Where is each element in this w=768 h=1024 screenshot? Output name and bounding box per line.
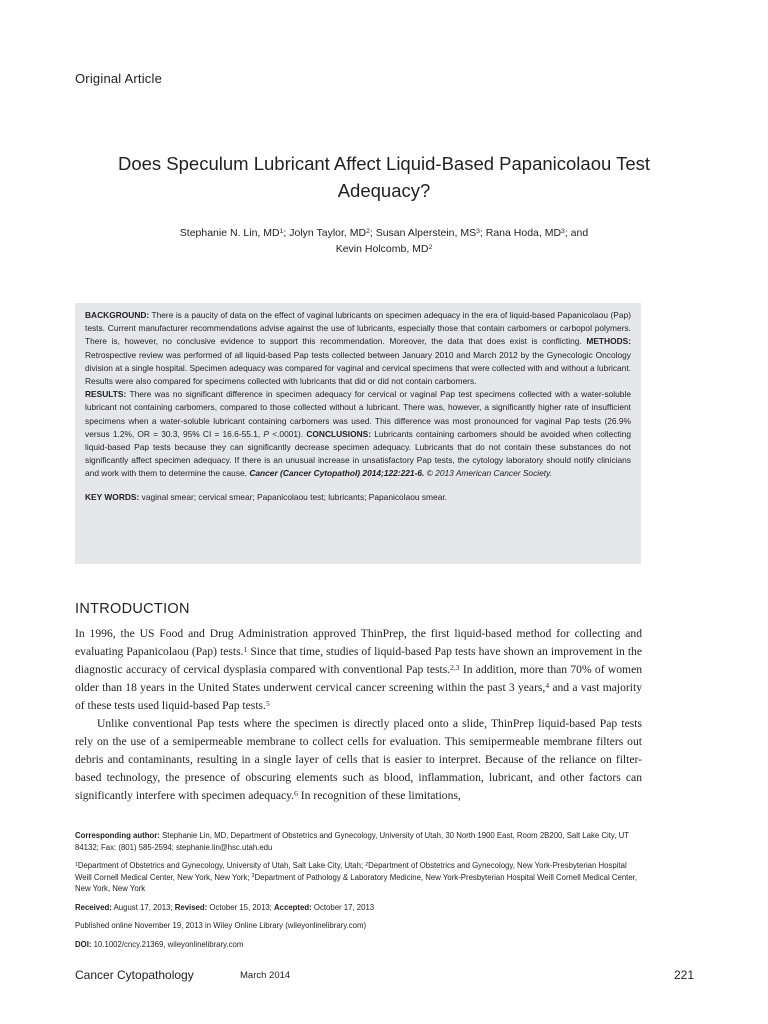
affiliation-marker: 1 (279, 227, 284, 235)
received-date: August 17, 2013; (113, 902, 173, 912)
affiliation-text: Department of Obstetrics and Gynecology, University of Utah, Salt Lake City, Utah; (77, 861, 366, 870)
author-separator: ; and (564, 227, 589, 239)
author-name: Jolyn Taylor, MD (289, 227, 367, 239)
footnotes (75, 830, 642, 957)
accepted-date: October 17, 2013 (313, 902, 375, 912)
author-separator: ; (369, 227, 376, 239)
methods-text: Retrospective review was performed of all liquid-based Pap tests collected between January 2010 and March 2012 by the Gynecologic Oncology division at a single hospital. Specimen adequacy was compared for vaginal and cervical specimens that were collected with and without a lubricant. Results were also compared for specimens collected with lubricants that did or did not contain carbomers. (85, 349, 631, 387)
corresponding-label: Corresponding author: (75, 831, 160, 840)
text-run: In 1996, the US Food and Drug Administration approved ThinPrep, the first liquid-based method for collecting and evaluating Papanicolaou (Pap) tests. (75, 627, 642, 658)
results-text: There was no significant difference in specimen adequacy for cervical or vaginal Pap test specimens collected with a water-soluble lubricant not containing carbomers, compared to those collected without a lubricant. There was, however, a significantly higher rate of insufficient specimens when a water-soluble lubricant containing carbomers was used. This difference was most pronounced for vaginal Pap tests (26.9% versus 1.2%, OR = 30.3, 95% CI = 16.6-55.1, (85, 389, 631, 439)
author-name: Kevin Holcomb, MD (335, 243, 429, 255)
results-tail: <.0001). (272, 428, 304, 439)
author-name: Stephanie N. Lin, MD (179, 227, 280, 239)
text-run: In addition, more than 70% of women older than 18 years in the United States underwent cervical cancer screening within the past 3 years, (75, 663, 643, 694)
footer-date: March 2014 (240, 970, 291, 981)
published-line: Published online November 19, 2013 in Wiley Online Library (wileyonlinelibrary.com) (75, 921, 367, 930)
results-label: RESULTS: (85, 389, 127, 400)
citation: Cancer (Cancer Cytopathol) 2014;122:221-6. (249, 468, 425, 479)
text-run: In recognition of these limitations, (297, 789, 461, 802)
introduction-body (75, 625, 642, 805)
reference-marker: 5 (265, 698, 270, 708)
article-title: Does Speculum Lubricant Affect Liquid-Based Papanicolaou Test Adequacy? (117, 153, 651, 201)
author-list (100, 225, 668, 257)
affiliation-marker: 3 (561, 227, 565, 235)
footer-journal: Cancer Cytopathology (75, 968, 194, 982)
text-run: Unlike conventional Pap tests where the specimen is directly placed onto a slide, ThinPrep liquid-based Pap tests rely on the use of a semipermeable membrane to collect cells for evaluation. This semipermeable membrane filters out debris and contaminants, resulting in a single layer of cells that is easier to interpret. Because of the reliance on filter-based technology, the presence of obscuring elements such as blood, inflammation, lubricant, and other factors can significantly interfere with specimen adequacy. (75, 717, 642, 802)
affiliation-marker: 2 (365, 861, 369, 868)
background-text: There is a paucity of data on the effect of vaginal lubricants on specimen adequacy in the era of liquid-based Papanicolaou (Pap) tests. Current manufacturer recommendations advise against the use of lubricants, especially those that contain carbomers or carbopol polymers. There is, however, no conclusive evidence to support this recommendation. Moreover, the data that does exist is conflicting. (85, 310, 631, 347)
affiliation-text: Department of Obstetrics and Gynecology, New York-Presbyterian Hospital Weill Cornell Medical Center, New York, New York; (75, 861, 627, 882)
page-number: 221 (673, 968, 694, 982)
keywords-text: vaginal smear; cervical smear; Papanicolaou test; lubricants; Papanicolaou smear. (141, 491, 448, 502)
copyright: © 2013 American Cancer Society. (426, 468, 553, 479)
reference-marker: 6 (294, 788, 298, 798)
doi-link[interactable]: 10.1002/cncy.21369, wileyonlinelibrary.com (93, 939, 244, 949)
accepted-label: Accepted: (274, 902, 312, 912)
received-label: Received: (75, 902, 112, 912)
affiliations (75, 860, 642, 895)
p-value-symbol: P (263, 428, 270, 439)
conclusions-label: CONCLUSIONS: (306, 428, 372, 439)
corresponding-author (75, 830, 642, 853)
text-run: Since that time, studies of liquid-based Pap tests have shown an improvement in the diagnostic accuracy of cervical dysplasia compared with conventional Pap tests. (75, 645, 642, 676)
background-label: BACKGROUND: (85, 310, 150, 320)
affiliation-marker: 3 (476, 227, 480, 235)
doi-label: DOI: (75, 939, 92, 949)
doi-line (75, 939, 642, 951)
affiliation-text: Department of Pathology & Laboratory Medicine, New York-Presbyterian Hospital Weill Cornell Medical Center, New York, New York (75, 872, 638, 893)
author-separator: ; (283, 227, 290, 239)
reference-marker: 4 (545, 680, 550, 690)
methods-label: METHODS: (586, 336, 632, 347)
reference-marker: 1 (243, 644, 248, 654)
section-label: Original Article (75, 71, 163, 86)
reference-marker: 2,3 (450, 662, 460, 672)
author-name: Susan Alperstein, MS (375, 227, 477, 239)
corresponding-text: Stephanie Lin, MD, Department of Obstetrics and Gynecology, University of Utah, 30 North 1900 East, Room 2B200, Salt Lake City, UT 84132; Fax: (801) 585-2594; stephanie.lin@hsc.utah.edu (75, 831, 629, 852)
paragraph (75, 715, 642, 805)
revised-label: Revised: (174, 902, 208, 912)
affiliation-marker: 1 (75, 861, 78, 868)
revised-date: October 15, 2013; (209, 902, 272, 912)
abstract-box (75, 303, 641, 564)
text-run: and a vast majority of these tests used liquid-based Pap tests. (75, 681, 642, 712)
introduction-heading: INTRODUCTION (75, 601, 190, 617)
keywords (85, 491, 631, 504)
author-name: Rana Hoda, MD (485, 227, 562, 239)
author-separator: ; (479, 227, 486, 239)
keywords-label: KEY WORDS: (85, 491, 140, 502)
conclusions-text: Lubricants containing carbomers should be avoided when collecting liquid-based Pap tests because they can significantly decrease specimen adequacy. Lubricants that do not contain these substances do not significantly affect specimen adequacy. If there is an unusual increase in unsatisfactory Pap tests, the cytology laboratory should notify clinicians and work with them to determine the cause. (85, 428, 632, 479)
affiliation-marker: 3 (251, 873, 255, 880)
affiliation-marker: 2 (366, 227, 370, 235)
dates (75, 902, 642, 914)
abstract-text (85, 309, 631, 481)
affiliation-marker: 2 (428, 243, 433, 251)
paragraph (75, 625, 642, 715)
